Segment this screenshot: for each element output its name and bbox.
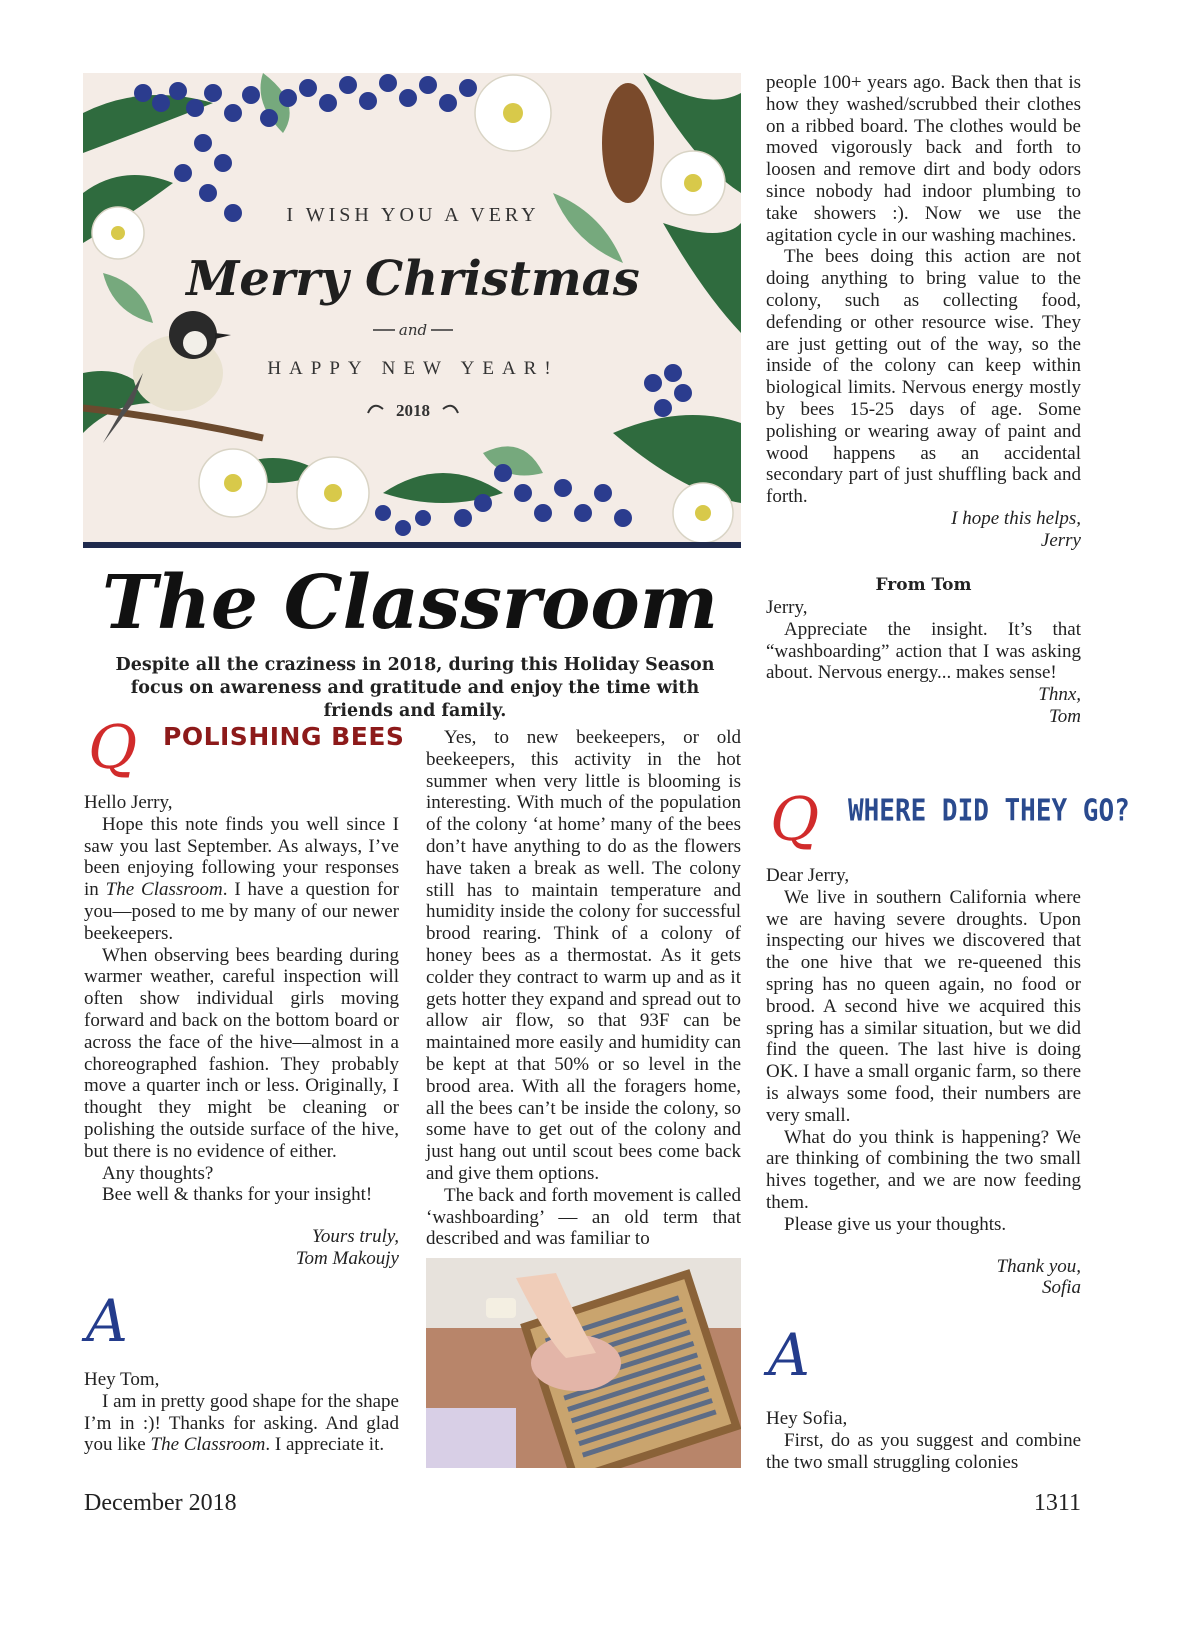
letter-signature: I hope this helps, Jerry <box>951 507 1081 551</box>
letter-paragraph: I am in pretty good shape for the shape I’m in :)! Thanks for asking. And glad you like The Classroom. I appreciate it. <box>84 1390 399 1456</box>
letter-paragraph: Please give us your thoughts. <box>784 1213 1007 1235</box>
washboard-photo <box>426 1258 741 1468</box>
page-subtitle: Despite all the craziness in 2018, during this Holiday Season focus on awareness and gratitude and enjoy the time with friends and family. <box>115 655 715 721</box>
letter-paragraph: Hope this note finds you well since I saw you last September. As always, I’ve been enjoying following your responses in The Classroom. I have a question for you—posed to me by many of our newer beekeepers. <box>84 813 399 944</box>
letter-greeting: Jerry, <box>766 597 808 618</box>
letter-signature: Thnx, Tom <box>1038 684 1081 727</box>
letter-signature: Yours truly, Tom Makoujy <box>295 1226 399 1269</box>
page-title: The Classroom <box>102 560 718 646</box>
letter-paragraph: The bees doing this action are not doing anything to bring value to the colony, such as collecting food, defending or other resource wise. They are just getting out of the way, so the inside of the colony can keep within biological limits. Nervous energy mostly by bees 15-25 days of age. Some polishing or wearing away of paint and wood happens as an accidental secondary part of just shuffling back and forth. <box>766 246 1081 508</box>
answer-where-did-they-go <box>766 1408 1081 1473</box>
answer-polishing-bees-column-2 <box>426 727 741 1250</box>
answer-polishing-bees-intro <box>84 1369 399 1456</box>
question-heading-polishing-bees: POLISHING BEES <box>163 722 405 751</box>
answer-polishing-bees-column-3 <box>766 72 1081 552</box>
card-year: 2018 <box>396 401 430 420</box>
a-icon: A <box>86 1287 128 1355</box>
letter-paragraph: First, do as you suggest and combine the two small struggling colonies <box>766 1429 1081 1473</box>
footer-date: December 2018 <box>84 1490 237 1516</box>
page-number: 1311 <box>1033 1490 1081 1516</box>
letter-greeting: Dear Jerry, <box>766 865 850 886</box>
letter-signature: Thank you, Sofia <box>996 1255 1081 1299</box>
card-line-and: and <box>398 321 428 339</box>
letter-greeting: Hey Sofia, <box>766 1408 848 1429</box>
holiday-card-image <box>83 73 741 548</box>
letter-paragraph: Yes, to new beekeepers, or old beekeepers, this activity in the hot summer when very little is blooming is interesting. With much of the population of the colony ‘at home’ many of the bees don’t have anything to do as the flowers have taken a break as well. The colony still has to maintain temperature and humidity inside the colony for successful brood rearing. Think of a colony of honey bees as a thermostat. As it gets colder they contract to warm up and as it gets hotter they expand and spread out to allow air flow, so that 93F can be maintained more easily and humidity can be kept at that 50% or so level in the brood area. With all the foragers home, all the bees can’t be inside the colony, so some have to get out of the colony and just hang out until scout bees come back and give them options. <box>426 727 741 1184</box>
question-where-did-they-go <box>766 865 1081 1299</box>
card-line-wish: I WISH YOU A VERY <box>286 204 540 226</box>
letter-greeting: Hello Jerry, <box>84 792 173 813</box>
letter-greeting: Hey Tom, <box>84 1369 160 1390</box>
letter-paragraph: Appreciate the insight. It’s that “washboarding” action that I was asking about. Nervous energy... makes sense! <box>766 618 1081 684</box>
card-line-happy-new-year: HAPPY NEW YEAR! <box>267 358 559 379</box>
card-line-merry-christmas: Merry Christmas <box>186 251 640 307</box>
q-icon: Q <box>770 785 820 855</box>
letter-paragraph: Bee well & thanks for your insight! <box>102 1184 373 1206</box>
pine-cone-decoration <box>602 83 654 203</box>
from-tom-heading: From Tom <box>875 575 972 595</box>
letter-paragraph: Any thoughts? <box>102 1162 214 1184</box>
question-polishing-bees <box>84 792 399 1270</box>
letter-paragraph: people 100+ years ago. Back then that is how they washed/scrubbed their clothes on a ribbed board. The clothes would be moved vigorously back and forth to loosen and remove dirt and body odors since nobody had indoor plumbing to take showers :). Now we use the agitation cycle in our washing machines. <box>766 72 1081 246</box>
from-tom-letter <box>766 597 1081 728</box>
q-icon: Q <box>88 713 138 783</box>
letter-paragraph: We live in southern California where we are having severe droughts. Upon inspecting our hives we discovered that the one hive that we re-queened this spring has no queen again, no food or brood. A second hive we acquired this spring has a similar situation, but we did find the queen. The last hive is doing OK. I have a small organic farm, so there is always some food, their numbers are very small. <box>766 886 1081 1126</box>
letter-paragraph: What do you think is happening? We are thinking of combining the two small hives together, and we are now feeding them. <box>766 1126 1081 1213</box>
letter-paragraph: The back and forth movement is called ‘washboarding’ — an old term that described and was familiar to <box>426 1184 741 1250</box>
question-heading-where-did-they-go: WHERE DID THEY GO? <box>848 794 1130 829</box>
a-icon: A <box>768 1321 810 1389</box>
letter-paragraph: When observing bees bearding during warmer weather, careful inspection will often show individual girls moving forward and back on the bottom board or across the face of the hive—almost in a choreographed fashion. They probably move a quarter inch or less. Originally, I thought they might be cleaning or polishing the outside surface of the hive, but there is no evidence of either. <box>84 944 399 1162</box>
